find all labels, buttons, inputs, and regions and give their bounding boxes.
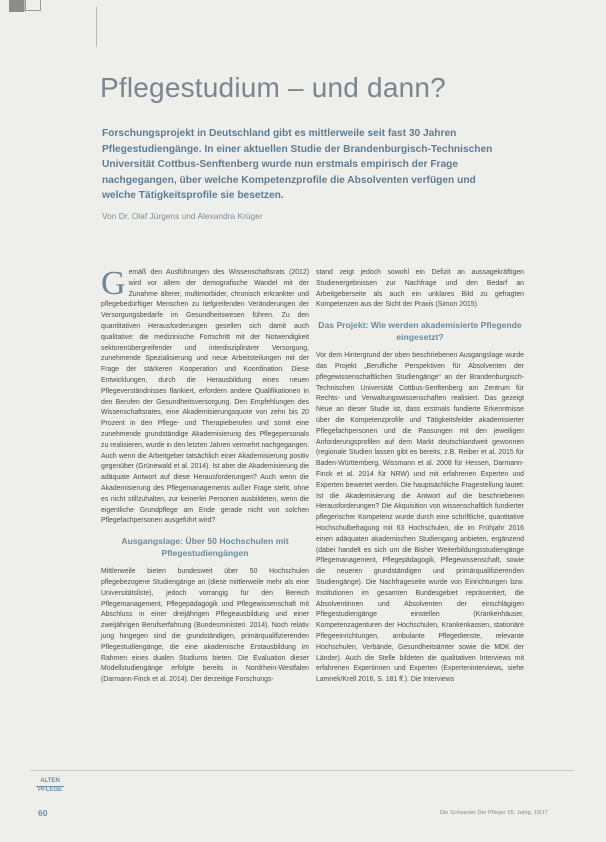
- body-paragraph: Vor dem Hintergrund der oben beschriebenen Ausgangslage wurde das Projekt „Berufliche Perspektiven für Absolventen der pflegewissenschaftlichen Studiengänge“ an der Brandenburgisch-Technischen Universität Cottbus-Senftenberg am Zentrum für Rechts- und Verwaltungswissenschaften realisiert. Das gezeigt Neue an dieser Studie ist, dass erstmals fundierte Erkenntnisse über die Kompetenzprofile und Tätigkeitsfelder akademisierter Pflegefachpersonen und die Passungen mit den jeweiligen Anforderungsprofilen auf dem Markt deutschlandweit gewonnen (regionale Studien lassen gibt es bereits, z.B. Reiber et al. 2015 für Baden-Württemberg, Wissmann et al. 2008 für Hessen, Darmann-Finck et al. 2014 für NRW) und mit erfahrenen Experten und Experten bewertet werden. Die hauptsächliche Fragestellung lautet: Ist die Akademisierung die Antwort auf die beschriebenen Herausforderungen? Die Akquisition von wissenschaftlich fundierter pflegerischer Kompetenz wurde durch eine schriftliche, quantitative Hochschulbefragung mit 63 Hochschulen, die im Frühjahr 2016 einen adäquaten akademischen Studiengang anbieten, ergänzend (dabei handelt es sich um die Bisher Weiterbildungsstudiengänge Pflegemanagement, Pflegepädagogik, Pflegewissenschaft, sowie die neueren grundständigen und primärqualifizierenden Studiengänge). Die Nachfrageseite wurde von Einrichtungen bzw. Institutionen im gesamten Bundesgebiet repräsentiert, die Absolventinnen und Absolventen der einschlägigen Pflegestudiengänge einstellen (Krankenhäuser, Kompetenzagenturen der Hochschulen, Krankenkassen, stationäre Pflegeeinrichtungen, ambulante Pflegedienste, relevante Hochschulen, Verbände, Gesundheitsämter sowie die MDK der Länder). Auch die Stelle bildeten die qualitativen Interviews mit erfahrenen Expertinnen und Experten (Experteninterviews, siehe Lamnek/Krell 2016, S. 181 ff.). Die Interviews: [316, 352, 524, 684]
- drop-cap: G: [101, 265, 126, 302]
- body-paragraph: Mittlerweile bieten bundesweit über 50 Hochschulen pflegebezogene Studiengänge an (diese mittlerweile mehr als eine Universitätsliste), jedoch vorrangig für den Bereich Pflegemanagement, Pflegepädagogik und Pflegewissenschaft mit Abschluss in einer dreijährigen Pflegeausbildung und einer zweijährigen Berufserfahrung (Bundesministeri. 2014). Noch relativ jung hingegen sind die grundständigen, primärqualifizierenden Pflegestudiengänge, die eine akademische Erstausbildung im Rahmen eines dualen Studiums bieten. Die Evaluation dieser Modellstudiengänge erfolgte bereits in Nordrhein-Westfalen (Darmann-Finck et al. 2014). Der derzeitige Forschungs-: [101, 568, 309, 684]
- edge-marker: [9, 0, 25, 12]
- footer-rule: [30, 770, 574, 771]
- section-subheading: Ausgangslage: Über 50 Hochschulen mit Pflegestudiengängen: [121, 536, 289, 559]
- article-title: Pflegestudium – und dann?: [100, 72, 446, 103]
- body-paragraph: emäß den Ausführungen des Wissenschaftsrats (2012) wird vor allem der demografische Wandel mit der Zunahme älterer, multimorbider, chronisch erkrankter und pflegebedürftiger Menschen zu tiefgreifenden Veränderungen der Versorgungsbedarfe im Gesundheitswesen führen. Zu den quantitativen Herausforderungen gesellen sich damit auch qualitative: die medizinische Fortschritt mit der Notwendigkeit sektorenübergreifender und interdisziplinärer Versorgung, zunehmende Spezialisierung und neue Arbeitsteilungen mit der Frage der stärkeren Kooperation und Koordination. Diese Entwicklungen, durch die Herausbildung eines neuen Pflegeverständnisses flankiert, erfordern andere Qualifikationen in den Berufen der Gesundheitsversorgung. Den Empfehlungen des Wissenschaftsrates, eine Akademisierungsquote von zehn bis 20 Prozent in den Pflege- und Therapieberufen und somit eine zunehmende grundständige Akademisierung des Pflegepersonals zu realisieren, wurde in den letzten Jahren vermehrt nachgegangen. Auch wenn die Arbeitgeber tatsächlich einer Akademisierung positiv gegenüber (Grünewald et al. 2014). Ist aber die Akademisierung die adäquate Antwort auf diese Herausforderungen? Auch wenn die Akademisierung des Pflegemanagements außer Frage steht, ohne es nicht stillzuhalten, zur keinerlei Personen ausbildeten, wenn die eigentliche Grundpflege am Ende gerade nicht von solchen Pflegefachpersonen ausgeführt wird?: [101, 269, 309, 525]
- top-rule: [96, 7, 97, 47]
- journal-reference: Die Schwester Der Pfleger 55. Jahrg. 10|17: [440, 810, 548, 816]
- article-byline: Von Dr. Olaf Jürgens und Alexandra Krüger: [102, 211, 263, 221]
- edge-marker-outline: [25, 0, 41, 11]
- page-number: 60: [38, 808, 48, 818]
- text-column-right: [316, 268, 524, 686]
- logo-subtext: PFLEGE: [37, 787, 62, 793]
- journal-logo: [36, 778, 64, 792]
- body-paragraph: stand zeigt jedoch sowohl ein Defizit an aussagekräftigen Studienergebnissen zur Nachfrage und den Bedarf an Arbeitgeberseite als auch ein unklares Bild zu gefragten Kompetenzen aus der Sicht der Praxis (Simon 2015).: [316, 269, 524, 309]
- text-column-left: [101, 265, 309, 686]
- logo-text: ALTEN: [40, 778, 60, 784]
- article-lead: Forschungsprojekt in Deutschland gibt es mittlerweile seit fast 30 Jahren Pflegestudiengänge. In einer aktuellen Studie der Brandenburgisch-Technischen Universität Cottbus-Senftenberg wurde nun erstmals empirisch der Frage nachgegangen, über welche Kompetenzprofile die Absolventen verfügen und welche Tätigkeitsprofile sie besetzen.: [102, 128, 493, 202]
- section-subheading: Das Projekt: Wie werden akademisierte Pflegende eingesetzt?: [318, 320, 522, 343]
